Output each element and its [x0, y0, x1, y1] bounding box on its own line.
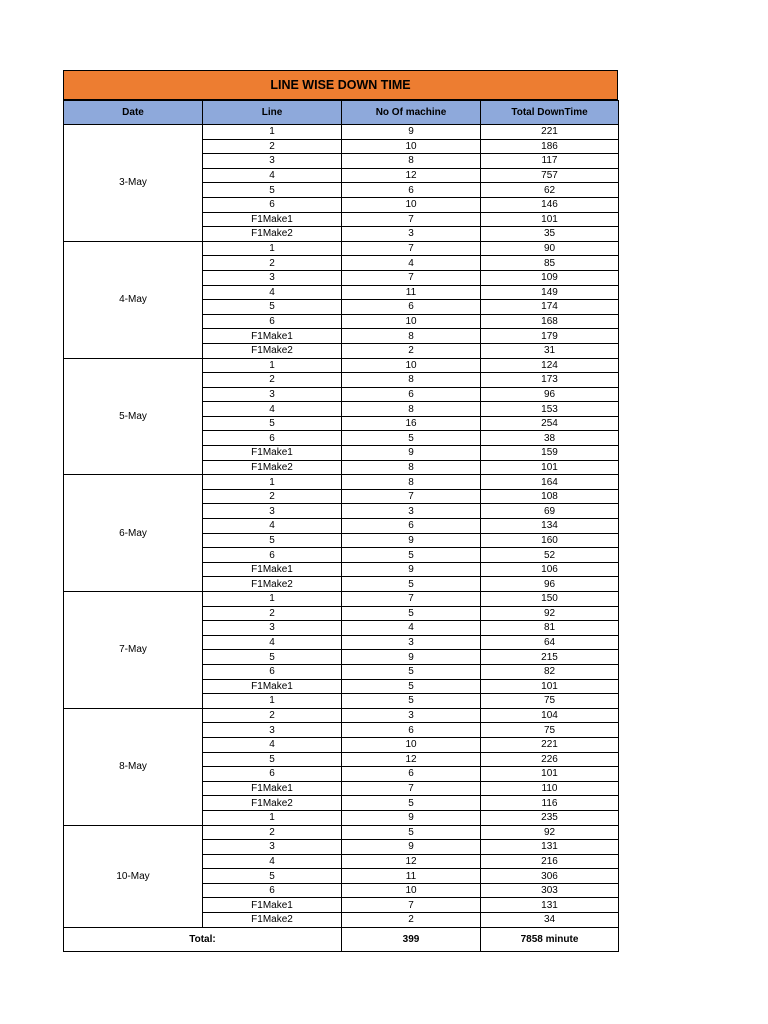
- machines-cell: 10: [342, 139, 481, 154]
- line-cell: 2: [203, 373, 342, 388]
- machines-cell: 5: [342, 825, 481, 840]
- total-row: [64, 927, 619, 951]
- machines-cell: 12: [342, 168, 481, 183]
- machines-cell: 8: [342, 154, 481, 169]
- line-cell: 1: [203, 125, 342, 140]
- machines-cell: 3: [342, 227, 481, 242]
- machines-cell: 11: [342, 869, 481, 884]
- date-cell: 10-May: [64, 825, 203, 927]
- downtime-cell: 134: [481, 519, 619, 534]
- machines-cell: 9: [342, 125, 481, 140]
- table-row: [64, 358, 619, 373]
- line-cell: 3: [203, 387, 342, 402]
- downtime-cell: 186: [481, 139, 619, 154]
- machines-cell: 7: [342, 781, 481, 796]
- line-cell: F1Make1: [203, 679, 342, 694]
- downtime-cell: 221: [481, 125, 619, 140]
- machines-cell: 10: [342, 314, 481, 329]
- machines-cell: 5: [342, 664, 481, 679]
- machines-cell: 9: [342, 562, 481, 577]
- date-cell: 8-May: [64, 708, 203, 825]
- downtime-cell: 35: [481, 227, 619, 242]
- machines-cell: 9: [342, 446, 481, 461]
- downtime-cell: 215: [481, 650, 619, 665]
- downtime-cell: 160: [481, 533, 619, 548]
- downtime-cell: 159: [481, 446, 619, 461]
- downtime-report: [63, 70, 618, 952]
- report-title: LINE WISE DOWN TIME: [63, 70, 618, 100]
- machines-cell: 9: [342, 810, 481, 825]
- line-cell: F1Make2: [203, 227, 342, 242]
- line-cell: 6: [203, 548, 342, 563]
- line-cell: 4: [203, 402, 342, 417]
- date-cell: 7-May: [64, 592, 203, 709]
- machines-cell: 10: [342, 883, 481, 898]
- downtime-cell: 303: [481, 883, 619, 898]
- line-cell: 6: [203, 314, 342, 329]
- date-cell: 6-May: [64, 475, 203, 592]
- downtime-cell: 75: [481, 694, 619, 709]
- downtime-cell: 757: [481, 168, 619, 183]
- line-cell: 5: [203, 416, 342, 431]
- line-cell: 2: [203, 489, 342, 504]
- line-cell: 3: [203, 723, 342, 738]
- downtime-cell: 104: [481, 708, 619, 723]
- line-cell: F1Make1: [203, 329, 342, 344]
- header-line: Line: [203, 101, 342, 125]
- machines-cell: 3: [342, 504, 481, 519]
- downtime-cell: 131: [481, 898, 619, 913]
- downtime-cell: 31: [481, 343, 619, 358]
- machines-cell: 12: [342, 854, 481, 869]
- machines-cell: 8: [342, 402, 481, 417]
- line-cell: F1Make1: [203, 781, 342, 796]
- line-cell: 4: [203, 519, 342, 534]
- downtime-cell: 124: [481, 358, 619, 373]
- header-row: [64, 101, 619, 125]
- downtime-cell: 116: [481, 796, 619, 811]
- downtime-cell: 34: [481, 913, 619, 928]
- downtime-cell: 150: [481, 592, 619, 607]
- machines-cell: 10: [342, 197, 481, 212]
- machines-cell: 5: [342, 606, 481, 621]
- machines-cell: 6: [342, 723, 481, 738]
- machines-cell: 3: [342, 708, 481, 723]
- downtime-cell: 96: [481, 577, 619, 592]
- date-cell: 4-May: [64, 241, 203, 358]
- machines-cell: 10: [342, 737, 481, 752]
- machines-cell: 11: [342, 285, 481, 300]
- line-cell: F1Make2: [203, 913, 342, 928]
- machines-cell: 9: [342, 533, 481, 548]
- downtime-cell: 109: [481, 270, 619, 285]
- downtime-cell: 110: [481, 781, 619, 796]
- machines-cell: 9: [342, 650, 481, 665]
- line-cell: 1: [203, 475, 342, 490]
- machines-cell: 8: [342, 373, 481, 388]
- downtime-cell: 117: [481, 154, 619, 169]
- line-cell: 3: [203, 840, 342, 855]
- line-cell: F1Make2: [203, 796, 342, 811]
- machines-cell: 5: [342, 796, 481, 811]
- line-cell: 2: [203, 825, 342, 840]
- downtime-cell: 164: [481, 475, 619, 490]
- line-cell: 1: [203, 694, 342, 709]
- line-cell: F1Make1: [203, 562, 342, 577]
- line-cell: F1Make2: [203, 343, 342, 358]
- table-row: [64, 241, 619, 256]
- machines-cell: 8: [342, 475, 481, 490]
- machines-cell: 3: [342, 635, 481, 650]
- downtime-cell: 82: [481, 664, 619, 679]
- line-cell: 5: [203, 183, 342, 198]
- downtime-cell: 75: [481, 723, 619, 738]
- downtime-cell: 226: [481, 752, 619, 767]
- downtime-cell: 173: [481, 373, 619, 388]
- line-cell: 2: [203, 708, 342, 723]
- line-cell: 3: [203, 504, 342, 519]
- line-cell: 2: [203, 256, 342, 271]
- line-cell: 5: [203, 869, 342, 884]
- line-cell: 6: [203, 767, 342, 782]
- line-cell: F1Make1: [203, 898, 342, 913]
- machines-cell: 6: [342, 183, 481, 198]
- line-cell: 1: [203, 241, 342, 256]
- downtime-cell: 106: [481, 562, 619, 577]
- machines-cell: 8: [342, 329, 481, 344]
- machines-cell: 7: [342, 270, 481, 285]
- downtime-cell: 146: [481, 197, 619, 212]
- machines-cell: 12: [342, 752, 481, 767]
- line-cell: 2: [203, 139, 342, 154]
- downtime-cell: 96: [481, 387, 619, 402]
- downtime-cell: 101: [481, 679, 619, 694]
- machines-cell: 4: [342, 256, 481, 271]
- machines-cell: 7: [342, 241, 481, 256]
- line-cell: F1Make2: [203, 577, 342, 592]
- line-cell: 6: [203, 664, 342, 679]
- line-cell: 5: [203, 533, 342, 548]
- downtime-cell: 81: [481, 621, 619, 636]
- machines-cell: 5: [342, 548, 481, 563]
- table-row: [64, 125, 619, 140]
- machines-cell: 6: [342, 767, 481, 782]
- line-cell: 6: [203, 883, 342, 898]
- downtime-cell: 64: [481, 635, 619, 650]
- header-downtime: Total DownTime: [481, 101, 619, 125]
- downtime-table: [63, 100, 619, 952]
- machines-cell: 2: [342, 343, 481, 358]
- total-label: Total:: [64, 927, 342, 951]
- date-cell: 5-May: [64, 358, 203, 475]
- line-cell: F1Make2: [203, 460, 342, 475]
- downtime-cell: 254: [481, 416, 619, 431]
- machines-cell: 6: [342, 300, 481, 315]
- downtime-cell: 52: [481, 548, 619, 563]
- machines-cell: 6: [342, 519, 481, 534]
- line-cell: 4: [203, 737, 342, 752]
- table-row: [64, 592, 619, 607]
- downtime-cell: 85: [481, 256, 619, 271]
- machines-cell: 9: [342, 840, 481, 855]
- machines-cell: 2: [342, 913, 481, 928]
- machines-cell: 8: [342, 460, 481, 475]
- downtime-cell: 179: [481, 329, 619, 344]
- downtime-cell: 38: [481, 431, 619, 446]
- machines-cell: 16: [342, 416, 481, 431]
- line-cell: 5: [203, 752, 342, 767]
- line-cell: F1Make1: [203, 212, 342, 227]
- table-row: [64, 708, 619, 723]
- downtime-cell: 153: [481, 402, 619, 417]
- total-machines: 399: [342, 927, 481, 951]
- line-cell: 4: [203, 168, 342, 183]
- downtime-cell: 69: [481, 504, 619, 519]
- downtime-cell: 221: [481, 737, 619, 752]
- line-cell: 3: [203, 270, 342, 285]
- downtime-cell: 101: [481, 212, 619, 227]
- machines-cell: 5: [342, 694, 481, 709]
- table-row: [64, 825, 619, 840]
- downtime-cell: 306: [481, 869, 619, 884]
- line-cell: 4: [203, 854, 342, 869]
- line-cell: 5: [203, 300, 342, 315]
- machines-cell: 5: [342, 431, 481, 446]
- header-machines: No Of machine: [342, 101, 481, 125]
- downtime-cell: 90: [481, 241, 619, 256]
- downtime-cell: 92: [481, 825, 619, 840]
- downtime-cell: 92: [481, 606, 619, 621]
- line-cell: 1: [203, 592, 342, 607]
- downtime-cell: 174: [481, 300, 619, 315]
- line-cell: 3: [203, 621, 342, 636]
- downtime-cell: 168: [481, 314, 619, 329]
- machines-cell: 7: [342, 592, 481, 607]
- machines-cell: 7: [342, 212, 481, 227]
- downtime-cell: 101: [481, 460, 619, 475]
- downtime-cell: 101: [481, 767, 619, 782]
- line-cell: 6: [203, 431, 342, 446]
- downtime-cell: 108: [481, 489, 619, 504]
- downtime-cell: 235: [481, 810, 619, 825]
- machines-cell: 7: [342, 489, 481, 504]
- table-body: [64, 125, 619, 928]
- table-row: [64, 475, 619, 490]
- machines-cell: 7: [342, 898, 481, 913]
- date-cell: 3-May: [64, 125, 203, 242]
- downtime-cell: 131: [481, 840, 619, 855]
- line-cell: 2: [203, 606, 342, 621]
- machines-cell: 4: [342, 621, 481, 636]
- line-cell: 4: [203, 635, 342, 650]
- line-cell: 1: [203, 358, 342, 373]
- header-date: Date: [64, 101, 203, 125]
- line-cell: 5: [203, 650, 342, 665]
- downtime-cell: 216: [481, 854, 619, 869]
- downtime-cell: 149: [481, 285, 619, 300]
- line-cell: 1: [203, 810, 342, 825]
- machines-cell: 5: [342, 679, 481, 694]
- line-cell: 3: [203, 154, 342, 169]
- machines-cell: 5: [342, 577, 481, 592]
- line-cell: 4: [203, 285, 342, 300]
- line-cell: F1Make1: [203, 446, 342, 461]
- downtime-cell: 62: [481, 183, 619, 198]
- machines-cell: 10: [342, 358, 481, 373]
- machines-cell: 6: [342, 387, 481, 402]
- line-cell: 6: [203, 197, 342, 212]
- total-downtime: 7858 minute: [481, 927, 619, 951]
